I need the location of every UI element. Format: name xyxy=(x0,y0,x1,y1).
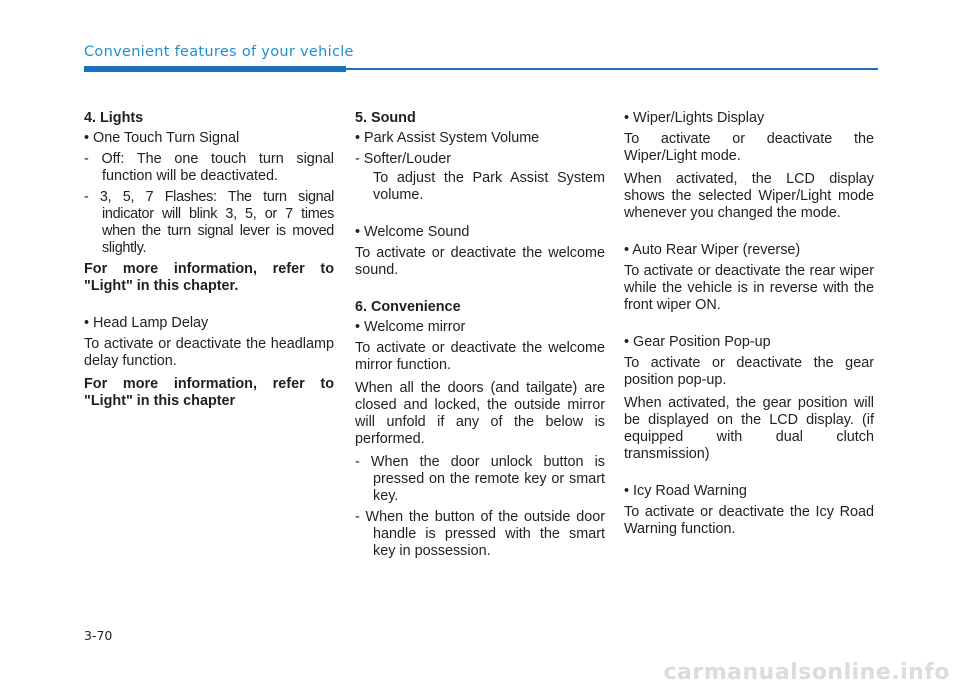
head-lamp-delay-item: • Head Lamp Delay xyxy=(84,315,209,331)
header-rule xyxy=(346,68,878,70)
page-number: 3-70 xyxy=(84,628,113,643)
sound-heading: 5. Sound xyxy=(355,110,416,126)
softer-louder-description: To adjust the Park Assist System volume. xyxy=(373,170,605,203)
head-lamp-delay-description: To activate or deactivate the headlamp delay function. xyxy=(84,336,334,369)
header-accent-bar xyxy=(84,66,346,72)
icy-road-warning-description: To activate or deactivate the Icy Road Warning function. xyxy=(624,504,874,537)
watermark: carmanualsonline.info xyxy=(663,660,950,685)
gear-position-description: To activate or deactivate the gear position pop-up. xyxy=(624,355,874,388)
welcome-mirror-condition: When all the doors (and tailgate) are closed and locked, the outside mirror will unfold if any of the below is performed. xyxy=(355,380,605,447)
door-handle-condition: - When the button of the outside door handle is pressed with the smart key in possession. xyxy=(355,509,605,559)
icy-road-warning-item: • Icy Road Warning xyxy=(624,483,747,499)
welcome-mirror-item: • Welcome mirror xyxy=(355,319,466,335)
turn-signal-off-option: - Off: The one touch turn signal function will be deactivated. xyxy=(84,151,334,184)
door-unlock-condition: - When the door unlock button is pressed on the remote key or smart key. xyxy=(355,454,605,504)
wiper-lights-display-item: • Wiper/Lights Display xyxy=(624,110,765,126)
light-reference-note-2: For more information, refer to "Light" in this chapter xyxy=(84,376,334,409)
welcome-mirror-description: To activate or deactivate the welcome mirror function. xyxy=(355,340,605,373)
section-title: Convenient features of your vehicle xyxy=(84,44,354,60)
turn-signal-flashes-option: - 3, 5, 7 Flashes: The turn signal indicator will blink 3, 5, or 7 times when the turn signal lever is moved slightly. xyxy=(84,189,334,256)
gear-position-activated-description: When activated, the gear position will be displayed on the LCD display. (if equipped with dual clutch transmission) xyxy=(624,395,874,462)
park-assist-volume-item: • Park Assist System Volume xyxy=(355,130,540,146)
welcome-sound-description: To activate or deactivate the welcome sound. xyxy=(355,245,605,278)
column-display xyxy=(624,110,874,544)
convenience-heading: 6. Convenience xyxy=(355,299,461,315)
wiper-lights-activated-description: When activated, the LCD display shows the selected Wiper/Light mode whenever you changed the mode. xyxy=(624,171,874,221)
column-sound-convenience xyxy=(355,110,605,564)
lights-heading: 4. Lights xyxy=(84,110,144,126)
softer-louder-option: - Softer/Louder xyxy=(355,151,451,167)
wiper-lights-description: To activate or deactivate the Wiper/Light mode. xyxy=(624,131,874,164)
gear-position-popup-item: • Gear Position Pop-up xyxy=(624,334,771,350)
column-lights xyxy=(84,110,334,410)
light-reference-note: For more information, refer to "Light" in this chapter. xyxy=(84,261,334,294)
one-touch-turn-signal-item: • One Touch Turn Signal xyxy=(84,130,240,146)
welcome-sound-item: • Welcome Sound xyxy=(355,224,470,240)
auto-rear-wiper-description: To activate or deactivate the rear wiper while the vehicle is in reverse with the front wiper ON. xyxy=(624,263,874,313)
auto-rear-wiper-item: • Auto Rear Wiper (reverse) xyxy=(624,242,801,258)
